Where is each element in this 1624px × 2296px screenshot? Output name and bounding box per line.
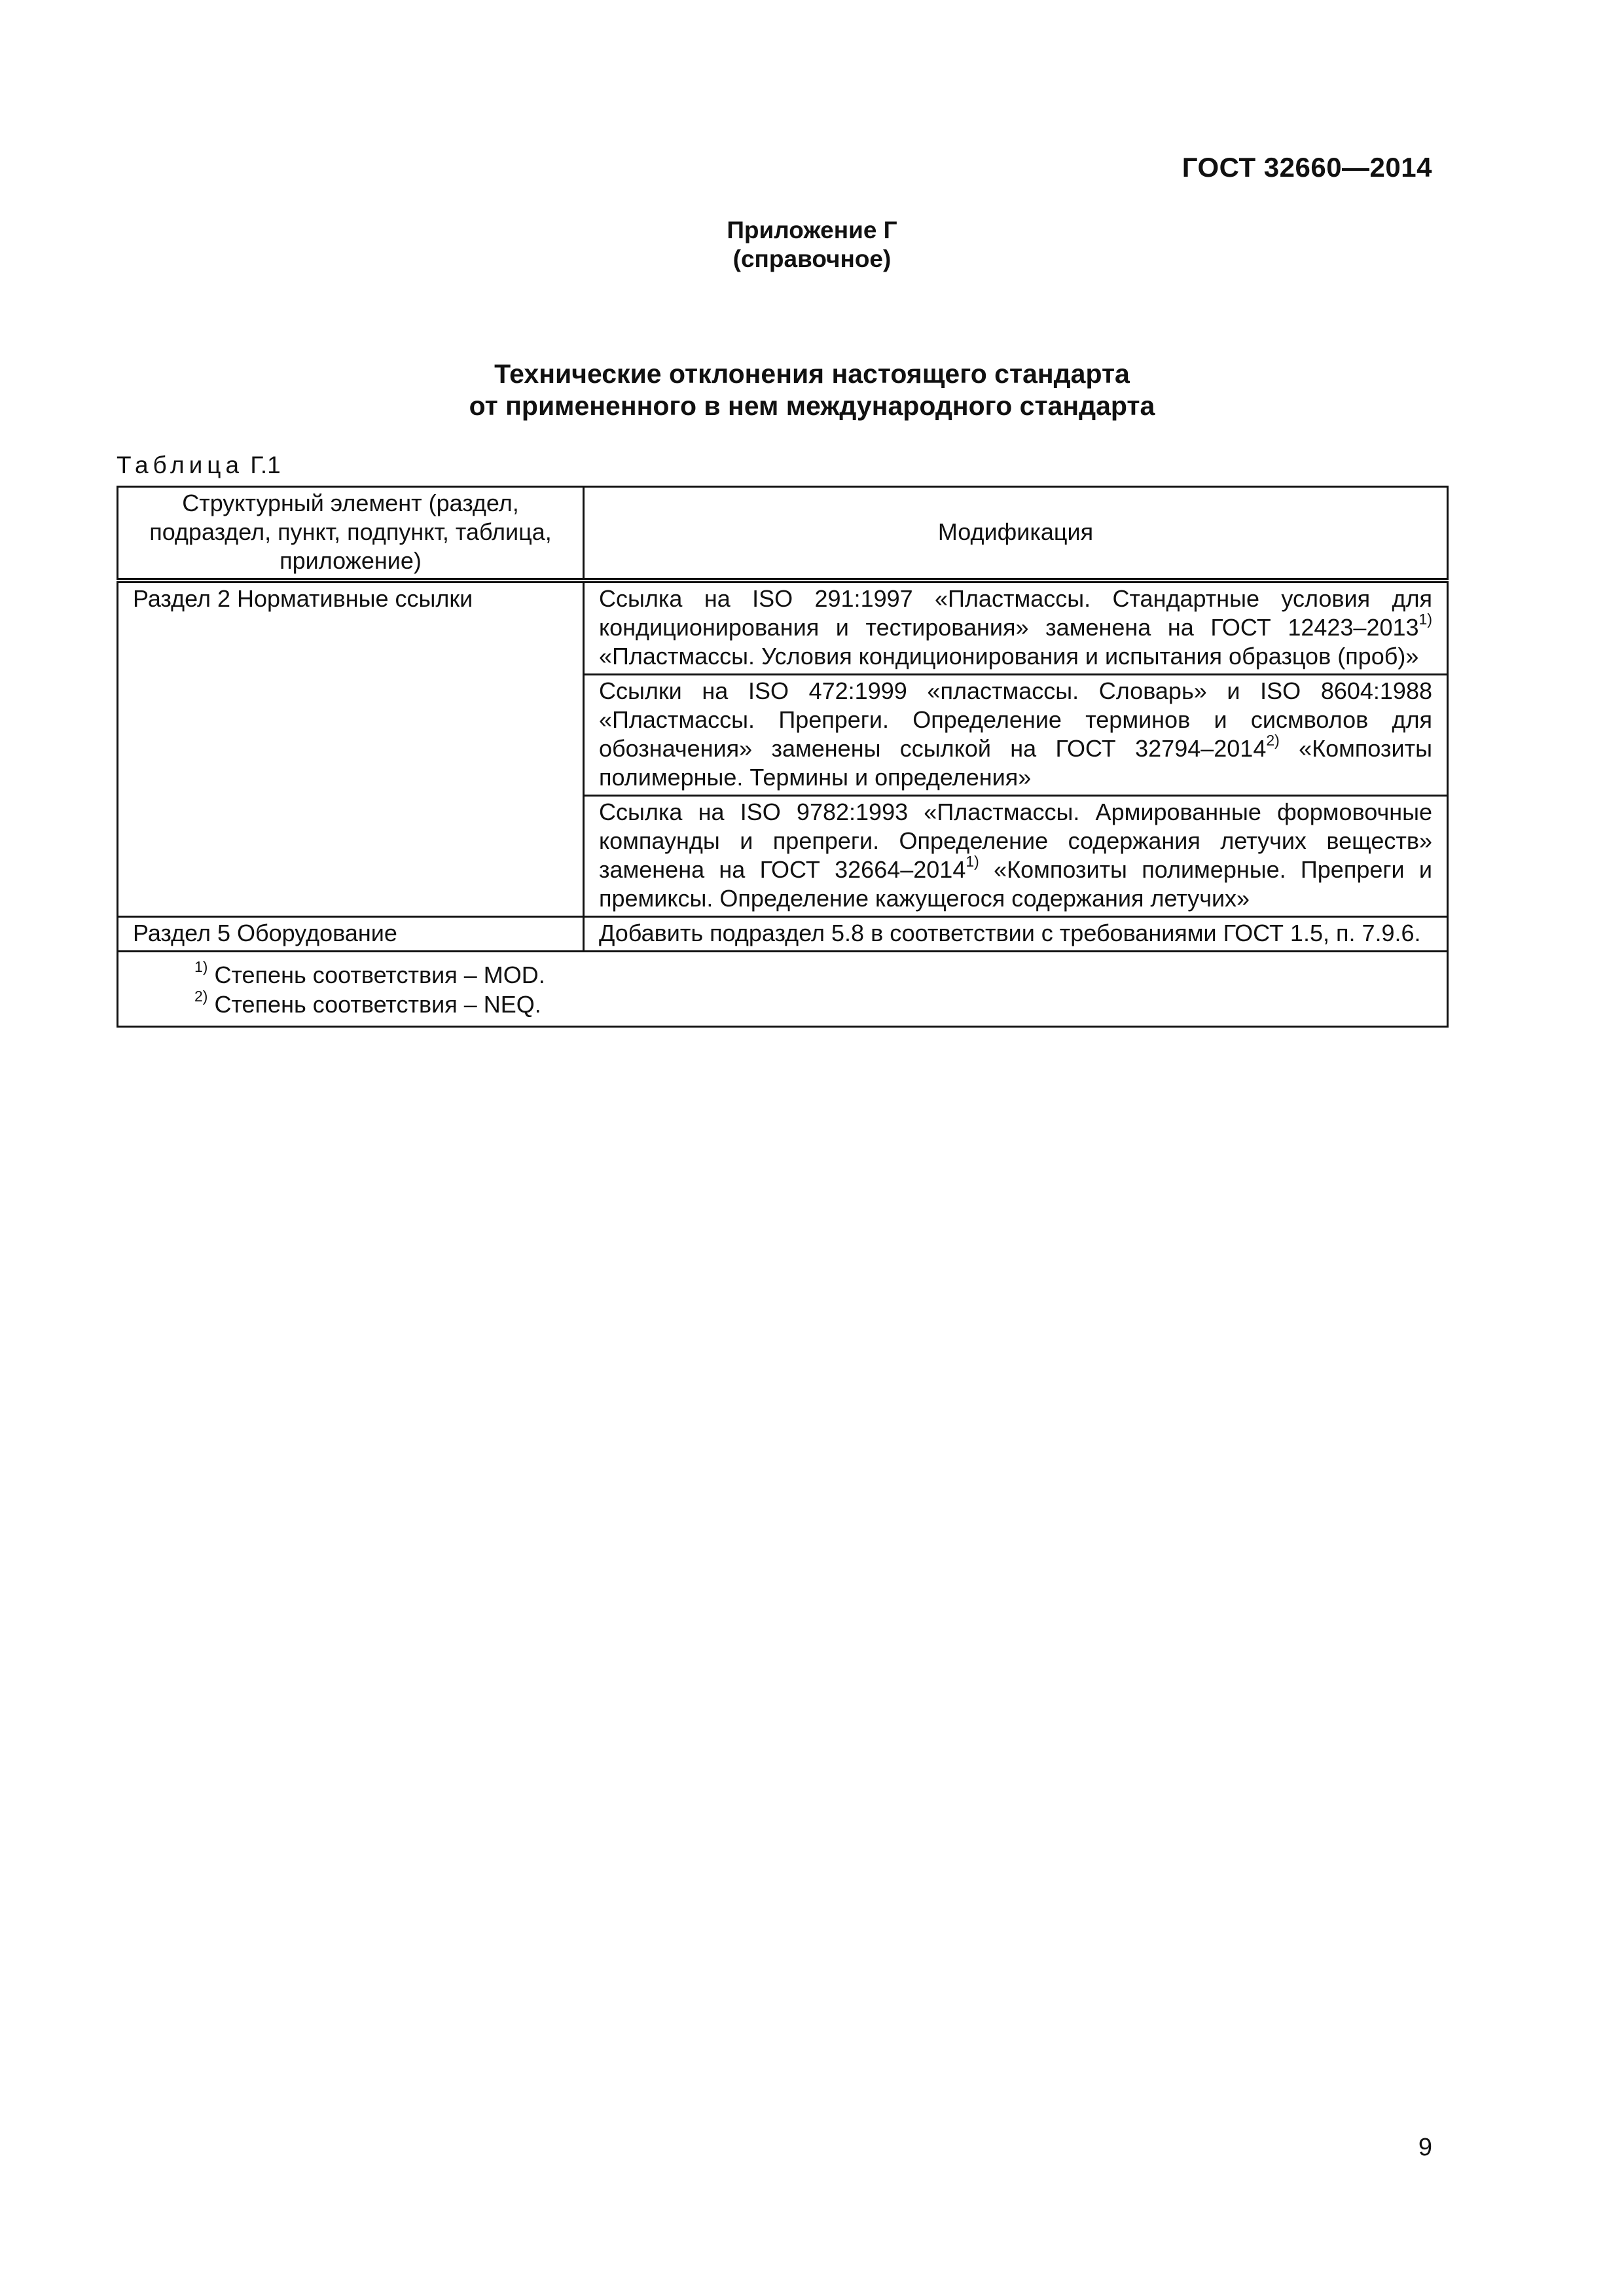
heading-line-1: Технические отклонения настоящего стандарта bbox=[494, 359, 1130, 389]
table-footnotes bbox=[118, 952, 1448, 1027]
row-element-section-5: Раздел 5 Оборудование bbox=[118, 917, 584, 952]
row-modification bbox=[584, 675, 1448, 796]
row-element-section-2: Раздел 2 Нормативные ссылки bbox=[118, 581, 584, 917]
modification-text: Ссылки на ISO 472:1999 «пластмассы. Словарь» и ISO 8604:1988 «Пластмассы. Препреги. Определение терминов и сисмволов для обозначения» заменены ссылкой на ГОСТ 32794–2014 bbox=[599, 677, 1432, 762]
appendix-type: (справочное) bbox=[732, 245, 892, 272]
document-code: ГОСТ 32660—2014 bbox=[1182, 152, 1432, 183]
heading-line-2: от примененного в нем международного стандарта bbox=[469, 391, 1155, 421]
footnote-2 bbox=[133, 990, 1432, 1019]
footnote-ref: 2) bbox=[1266, 732, 1280, 749]
row-modification bbox=[584, 581, 1448, 675]
table-label bbox=[117, 452, 281, 479]
footnote-mark: 1) bbox=[194, 958, 208, 975]
deviations-table bbox=[117, 486, 1449, 1028]
modification-text: Ссылка на ISO 9782:1993 «Пластмассы. Армированные формовочные компаунды и препреги. Определение содержания летучих веществ» заменена на ГОСТ 32664–2014 bbox=[599, 798, 1432, 883]
table-footnotes-row bbox=[118, 952, 1448, 1027]
appendix-title: Приложение Г bbox=[727, 217, 897, 243]
footnote-text: Степень соответствия – NEQ. bbox=[208, 991, 541, 1018]
footnote-mark: 2) bbox=[194, 988, 208, 1005]
table-label-word: Таблица bbox=[117, 452, 244, 478]
row-modification bbox=[584, 796, 1448, 917]
header-structural-element: Структурный элемент (раздел, подраздел, пункт, подпункт, таблица, приложение) bbox=[118, 487, 584, 581]
header-modification: Модификация bbox=[584, 487, 1448, 581]
table-header-row bbox=[118, 487, 1448, 581]
modification-text: «Композиты полимерные. Препреги и премиксы. Определение кажущегося содержания летучих» bbox=[599, 856, 1432, 912]
page-number: 9 bbox=[1418, 2134, 1432, 2161]
modification-text: «Композиты полимерные. Термины и определения» bbox=[599, 735, 1432, 791]
footnote-text: Степень соответствия – MOD. bbox=[208, 961, 545, 988]
table-label-number: Г.1 bbox=[244, 452, 281, 478]
footnote-ref: 1) bbox=[1418, 611, 1432, 628]
table-row bbox=[118, 581, 1448, 675]
table-row bbox=[118, 917, 1448, 952]
footnote-ref: 1) bbox=[965, 853, 979, 870]
row-modification: Добавить подраздел 5.8 в соответствии с требованиями ГОСТ 1.5, п. 7.9.6. bbox=[584, 917, 1448, 952]
modification-text: «Пластмассы. Условия кондиционирования и испытания образцов (проб)» bbox=[599, 643, 1419, 670]
modification-text: Ссылка на ISO 291:1997 «Пластмассы. Стандартные условия для кондиционирования и тестирования» заменена на ГОСТ 12423–2013 bbox=[599, 585, 1432, 641]
footnote-1 bbox=[133, 960, 1432, 990]
